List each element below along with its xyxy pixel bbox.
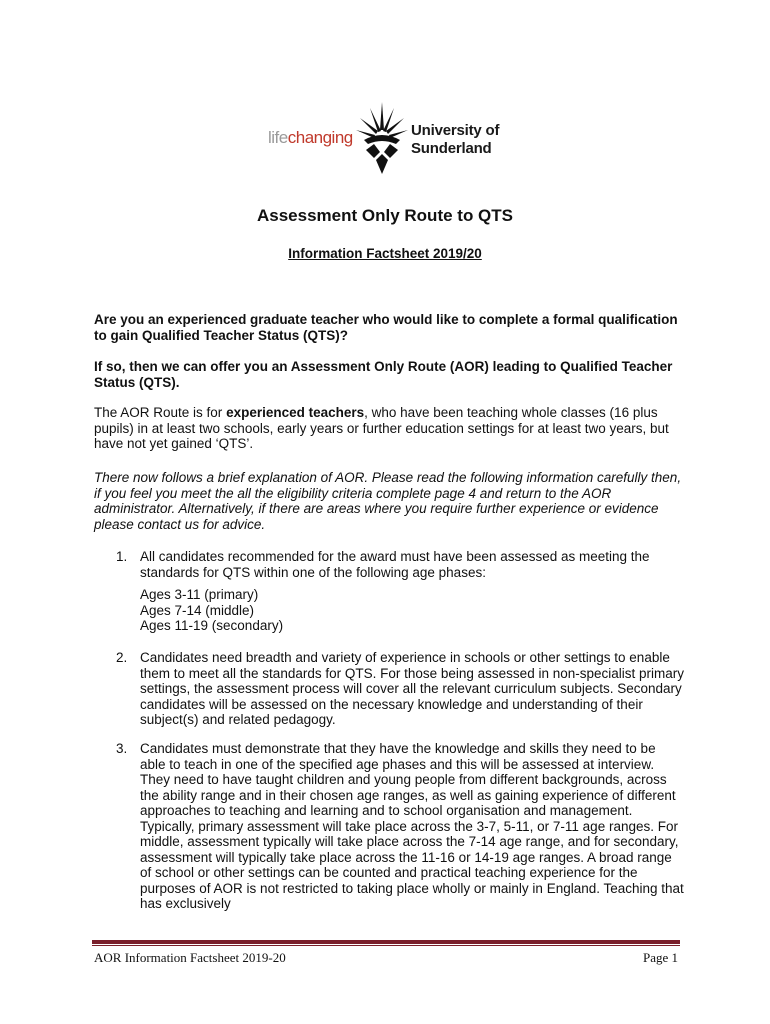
age-phase: Ages 7-14 (middle) (140, 602, 255, 618)
age-phase: Ages 11-19 (secondary) (140, 618, 284, 633)
university-logo (268, 100, 508, 180)
list-item-3 (94, 741, 684, 912)
intro-explanation: There now follows a brief explanation of AOR. Please read the following information carefully then, if you feel you meet the all the eligibility criteria complete page 4 and return to the AOR administrator. Alternatively, if there are areas where you require further experience or evidence please contact us for advice. (94, 470, 682, 532)
intro-offer: If so, then we can offer you an Assessment Only Route (AOR) leading to Qualified Teacher Status (QTS). (94, 359, 673, 390)
intro-question: Are you an experienced graduate teacher who would like to complete a formal qualification to gain Qualified Teacher Status (QTS)? (94, 312, 678, 343)
experienced-teachers-emphasis: experienced teachers (226, 405, 365, 420)
footer-doc-title: AOR Information Factsheet 2019-20 (94, 950, 286, 965)
list-number: 3. (116, 741, 128, 756)
page-number: Page 1 (642, 950, 678, 965)
age-phase-list (140, 587, 283, 634)
list-item-2 (94, 650, 684, 728)
list-item-text: All candidates recommended for the award must have been assessed as meeting the standards for QTS within one of the following age phases: (140, 549, 650, 580)
footer-divider (92, 940, 680, 944)
document-subtitle: Information Factsheet 2019/20 (288, 246, 482, 261)
document-title: Assessment Only Route to QTS (257, 206, 513, 225)
list-number: 1. (116, 549, 128, 564)
list-number: 2. (116, 650, 128, 665)
intro-route-paragraph: The AOR Route is for experienced teachers, who have been teaching whole classes (16 plus pupils) in at least two schools, early years or further education settings for at least two years, but have not yet gained ‘QTS’. (94, 405, 669, 451)
lifechanging-tagline: lifechanging (268, 128, 353, 147)
university-name: University of Sunderland (411, 122, 500, 157)
list-item-text: Candidates must demonstrate that they have the knowledge and skills they need to be able to teach in one of the specified age phases and this will be assessed at interview. They need to have taught children and young people from different backgrounds, across the ability range and in their chosen age ranges, as well as gaining experience of different approaches to teaching and learning and to school organisation and management. Typically, primary assessment will take place across the 3-7, 5-11, or 7-11 age ranges. For middle, assessment typically will take place across the 7-14 age range, and for secondary, assessment will typically take place across the 11-16 or 14-19 age ranges. A broad range of school or other settings can be counted and practical teaching experience for the purposes of AOR is not restricted to taking place wholly or mainly in England. Teaching that has exclusively (140, 741, 684, 911)
footer-divider-thin (92, 945, 680, 946)
list-item-text: Candidates need breadth and variety of experience in schools or other settings to enable them to meet all the standards for QTS. For those being assessed in non-specialist primary settings, the assessment process will cover all the relevant curriculum subjects. Secondary candidates will be assessed on the necessary knowledge and understanding of their subject(s) and related pedagogy. (140, 650, 685, 727)
age-phase: Ages 3-11 (primary) (140, 587, 259, 602)
list-item-1 (94, 549, 684, 580)
university-emblem-icon (356, 100, 408, 178)
